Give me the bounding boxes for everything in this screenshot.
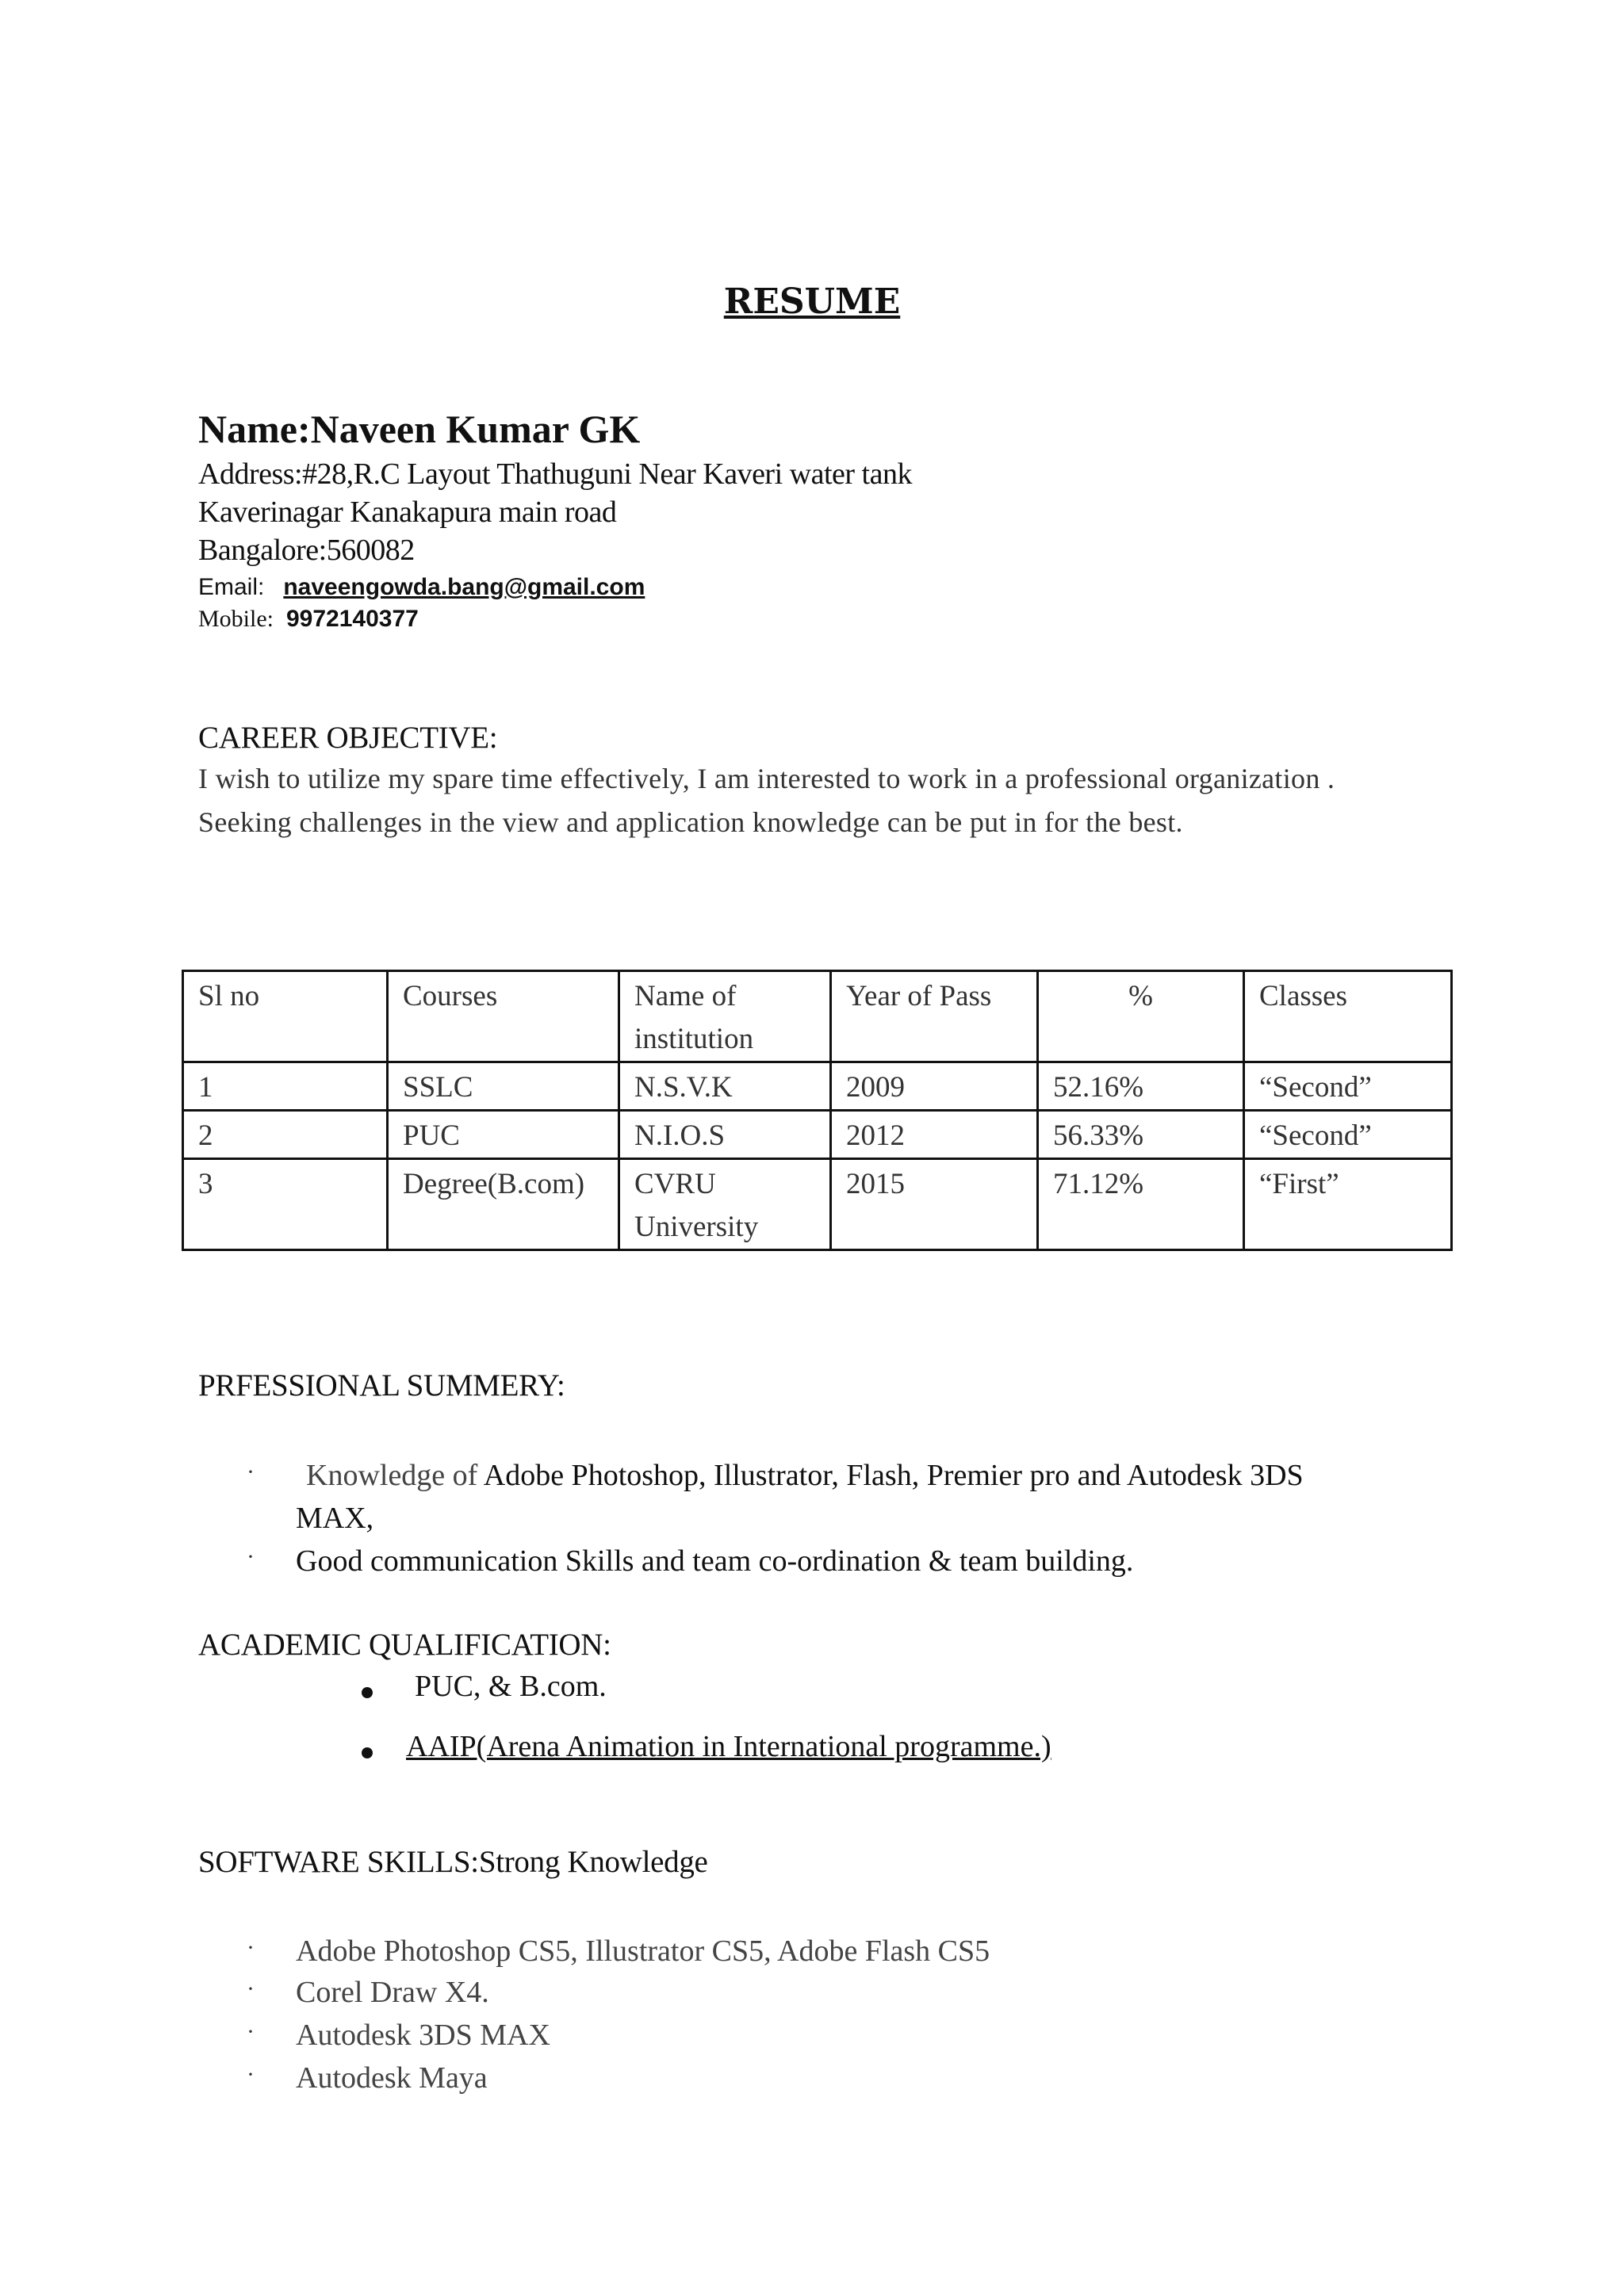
academic-item-2: AAIP(Arena Animation in International programme.) [406,1730,1051,1763]
email-label: Email: [198,574,265,600]
bullet-disc [362,1747,373,1758]
software-skills-heading: SOFTWARE SKILLS:Strong Knowledge [198,1845,708,1879]
education-table [182,970,1453,1251]
table-cell: 3 [183,1159,388,1250]
table-cell: Degree(B.com) [388,1159,619,1250]
mobile-number: 9972140377 [286,606,419,632]
table-cell: “Second” [1244,1111,1452,1159]
academic-qualification-heading: ACADEMIC QUALIFICATION: [198,1628,611,1662]
table-header-cell: Year of Pass [831,971,1038,1062]
table-row [183,1111,1452,1159]
address-line-3: Bangalore:560082 [198,534,415,567]
professional-summary-heading: PRFESSIONAL SUMMERY: [198,1368,565,1402]
table-header-cell: Sl no [183,971,388,1062]
mobile-label: Mobile: [198,606,274,632]
table-header-row [183,971,1452,1062]
table-cell: 2015 [831,1159,1038,1250]
professional-item-1-continuation: MAX, [296,1502,374,1535]
professional-item-1 [306,1458,1304,1493]
academic-item-1: PUC, & B.com. [415,1670,607,1703]
software-item: Autodesk 3DS MAX [296,2019,550,2052]
table-header-cell: Classes [1244,971,1452,1062]
bullet-dot: · [247,1976,255,2002]
table-row [183,1159,1452,1250]
table-header-cell: Courses [388,971,619,1062]
bullet-disc [362,1687,373,1698]
software-item: Adobe Photoshop CS5, Illustrator CS5, Adobe Flash CS5 [296,1934,990,1968]
resume-title: RESUME [723,281,901,322]
table-cell: SSLC [388,1062,619,1111]
table-cell: 52.16% [1038,1062,1244,1111]
career-objective-text: I wish to utilize my spare time effectively, I am interested to work in a professional organization . Seeking challenges in the view and application knowledge can be put in for the best. [198,763,1335,838]
email-row [198,574,645,601]
table-cell: PUC [388,1111,619,1159]
table-row [183,1062,1452,1111]
address-line-2: Kaverinagar Kanakapura main road [198,496,617,529]
bullet-dot: · [247,2061,255,2087]
table-cell: 71.12% [1038,1159,1244,1250]
bullet-dot: · [247,1544,255,1570]
table-cell: CVRU University [619,1159,831,1250]
table-cell: 2009 [831,1062,1038,1111]
email-link[interactable]: naveengowda.bang@gmail.com [283,574,645,600]
table-cell: 2012 [831,1111,1038,1159]
table-cell: “First” [1244,1159,1452,1250]
bullet-dot: · [247,1459,255,1485]
bullet-dot: · [247,1934,255,1961]
table-cell: 1 [183,1062,388,1111]
table-header-cell: Name of institution [619,971,831,1062]
career-objective-heading: CAREER OBJECTIVE: [198,721,498,755]
table-cell: N.S.V.K [619,1062,831,1111]
address-line-1: Address:#28,R.C Layout Thathuguni Near Kaveri water tank [198,457,912,491]
software-item: Autodesk Maya [296,2061,488,2095]
table-cell: 2 [183,1111,388,1159]
table-header-cell: % [1038,971,1244,1062]
professional-item-1-text: Adobe Photoshop, Illustrator, Flash, Premier pro and Autodesk 3DS [483,1459,1304,1492]
bullet-dot: · [247,2019,255,2045]
professional-item-1-prefix: Knowledge of [306,1459,478,1492]
software-item: Corel Draw X4. [296,1976,489,2009]
professional-item-2: Good communication Skills and team co-ordination & team building. [296,1544,1134,1578]
mobile-row [198,606,419,633]
table-cell: 56.33% [1038,1111,1244,1159]
candidate-name: Name:Naveen Kumar GK [198,407,641,451]
table-cell: N.I.O.S [619,1111,831,1159]
table-cell: “Second” [1244,1062,1452,1111]
